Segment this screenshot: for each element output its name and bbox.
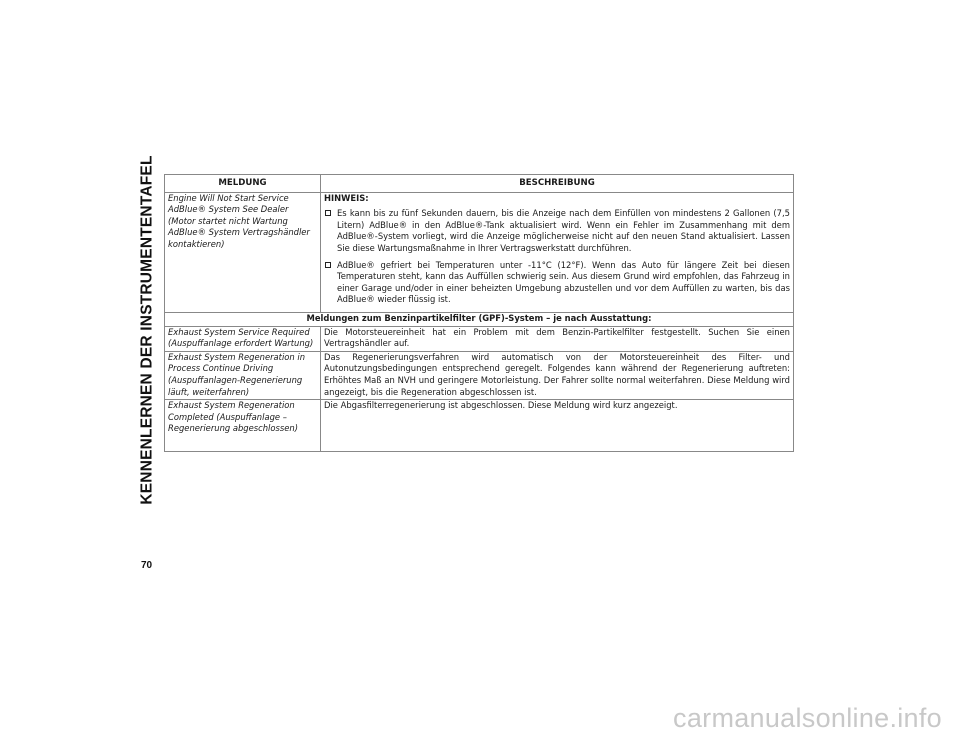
section-heading-row (165, 312, 794, 326)
table-row (165, 400, 794, 452)
note-bullet (324, 260, 790, 306)
description-cell: Das Regenerierungsverfahren wird automatisch von der Motorsteuereinheit des Filter- und Autonutzungsbedingungen entsprechend geregelt. Folgendes kann während der Regenerierung auftreten: Erhöhtes Maß an NVH und geringere Motorleistung. Der Fahrer sollte normal weiterfahren. Diese Meldung wird angezeigt, bis die Regeneration abgeschlossen ist. (321, 351, 794, 399)
page-number: 70 (141, 560, 153, 571)
checkbox-bullet-icon (325, 262, 331, 268)
chapter-side-title-text: KENNENLERNEN DER INSTRUMENTENTAFEL (139, 155, 156, 505)
description-cell: Die Abgasfilterregenerierung ist abgeschlossen. Diese Meldung wird kurz angezeigt. (321, 400, 794, 452)
header-beschreibung: BESCHREIBUNG (321, 175, 794, 193)
section-heading: Meldungen zum Benzinpartikelfilter (GPF)-System – je nach Ausstattung: (165, 312, 794, 326)
note-bullet-list (324, 208, 790, 306)
table-row (165, 326, 794, 351)
table-header-row (165, 175, 794, 193)
note-bullet-text: Es kann bis zu fünf Sekunden dauern, bis die Anzeige nach dem Einfüllen von mindestens 2 Gallonen (7,5 Litern) AdBlue® in den AdBlue®-Tank aktualisiert wird. Wenn ein Fehler im Zusammenhang mit dem AdBlue®-System vorliegt, wird die Anzeige möglicherweise nicht auf den neuen Stand aktualisiert. Lassen Sie diese Wartungsmaßnahme in Ihrer Vertragswerkstatt durchführen. (337, 208, 790, 253)
note-bullet (324, 208, 790, 254)
chapter-side-title (138, 155, 158, 505)
message-cell: Exhaust System Regeneration Completed (Auspuffanlage – Regenerierung abgeschlossen) (165, 400, 321, 452)
note-bullet-text: AdBlue® gefriert bei Temperaturen unter -11°C (12°F). Wenn das Auto für längere Zeit bei diesen Temperaturen steht, kann das Auffüllen schwierig sein. Aus diesem Grund wird empfohlen, das Fahrzeug in einer Garage und/oder in einer beheizten Umgebung abzustellen und vor dem Auffüllen zu warten, bis das AdBlue® wieder flüssig ist. (337, 259, 790, 305)
description-cell: Die Motorsteuereinheit hat ein Problem mit dem Benzin-Partikelfilter festgestellt. Suchen Sie einen Vertragshändler auf. (321, 326, 794, 351)
message-table (164, 174, 794, 452)
checkbox-bullet-icon (325, 210, 331, 216)
table-row (165, 192, 794, 312)
watermark: carmanualsonline.info (673, 703, 942, 733)
note-label: HINWEIS: (324, 192, 369, 203)
message-cell: Engine Will Not Start Service AdBlue® System See Dealer (Motor startet nicht Wartung AdBlue® System Vertragshändler kontaktieren) (165, 192, 321, 312)
description-cell (321, 192, 794, 312)
message-cell: Exhaust System Regeneration in Process Continue Driving (Auspuffanlagen-Regenerierung läuft, weiterfahren) (165, 351, 321, 399)
message-cell: Exhaust System Service Required (Auspuffanlage erfordert Wartung) (165, 326, 321, 351)
table-row (165, 351, 794, 399)
header-meldung: MELDUNG (165, 175, 321, 193)
